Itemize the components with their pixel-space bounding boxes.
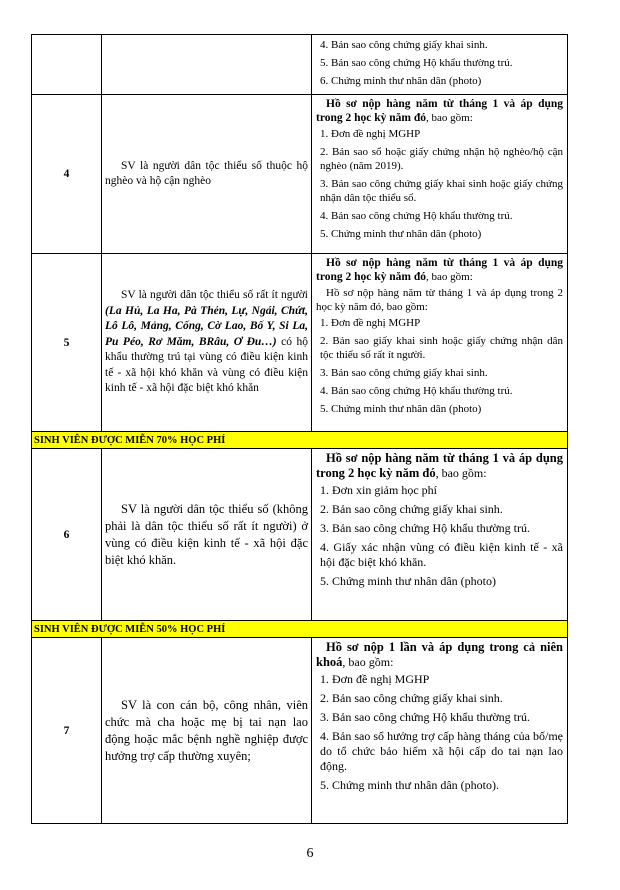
exemption-table xyxy=(31,34,568,824)
list-item: 2. Bản sao công chứng giấy khai sinh. xyxy=(320,691,503,705)
list-item: 5. Chứng minh thư nhân dân (photo) xyxy=(320,574,496,588)
documents-header xyxy=(316,451,563,481)
table-row xyxy=(32,35,568,95)
criteria-cell xyxy=(102,449,312,621)
table-row xyxy=(32,638,568,824)
documents-cell xyxy=(312,95,568,254)
list-item: 5. Bản sao công chứng Hộ khẩu thường trú. xyxy=(320,57,513,69)
documents-cell xyxy=(312,254,568,432)
criteria-text: SV là người dân tộc thiểu số thuộc hộ nghèo và hộ cận nghèo xyxy=(105,159,308,187)
criteria-cell xyxy=(102,95,312,254)
row-number: 5 xyxy=(32,254,102,432)
criteria-text-pre: SV là người dân tộc thiểu số rất ít người xyxy=(121,289,308,302)
documents-header xyxy=(316,640,563,670)
list-item: 2. Bản sao sổ hoặc giấy chứng nhận hộ nghèo/hộ cận nghèo (năm 2019). xyxy=(320,146,563,172)
list-item: 4. Bản sao sổ hưởng trợ cấp hàng tháng của bố/mẹ do tổ chức bảo hiểm xã hội cấp do tai nạn lao động. xyxy=(320,729,563,773)
row-number: 6 xyxy=(32,449,102,621)
list-item: 5. Chứng minh thư nhân dân (photo) xyxy=(320,403,482,415)
list-item: 6. Chứng minh thư nhân dân (photo) xyxy=(320,75,482,87)
documents-cell xyxy=(312,638,568,824)
table-row xyxy=(32,95,568,254)
documents-header-rest: , bao gồm: xyxy=(342,655,394,669)
table-row xyxy=(32,254,568,432)
list-item: 5. Chứng minh thư nhân dân (photo) xyxy=(320,228,482,240)
documents-header xyxy=(316,256,563,284)
documents-header-bold: Hồ sơ nộp 1 lần và áp dụng trong cả niên khoá xyxy=(316,640,563,669)
page-number: 6 xyxy=(306,846,314,861)
criteria-text: SV là người dân tộc thiểu số (không phải là dân tộc thiểu số rất ít người) ở vùng có điều kiện kinh tế - xã hội đặc biệt khó khăn. xyxy=(105,501,308,567)
documents-header-rest: , bao gồm: xyxy=(426,112,473,124)
section-row-50 xyxy=(32,621,568,638)
list-item: 4. Bản sao công chứng giấy khai sinh. xyxy=(320,39,488,51)
documents-header-bold: Hồ sơ nộp hàng năm từ tháng 1 và áp dụng trong 2 học kỳ năm đó xyxy=(316,451,563,480)
list-item: 2. Bản sao giấy khai sinh hoặc giấy chứng nhận dân tộc thiểu số rất ít người. xyxy=(320,335,563,361)
criteria-cell xyxy=(102,254,312,432)
criteria-text: SV là con cán bộ, công nhân, viên chức mà cha hoặc mẹ bị tai nạn lao động hoặc mắc bệnh nghề nghiệp được hưởng trợ cấp thường xuyên; xyxy=(105,697,308,763)
list-item: 2. Bản sao công chứng giấy khai sinh. xyxy=(320,502,503,516)
section-title: SINH VIÊN ĐƯỢC MIỄN 70% HỌC PHÍ xyxy=(32,432,568,449)
list-item: 4. Bản sao công chứng Hộ khẩu thường trú. xyxy=(320,210,513,222)
section-title: SINH VIÊN ĐƯỢC MIỄN 50% HỌC PHÍ xyxy=(32,621,568,638)
documents-header xyxy=(316,97,563,125)
documents-header-bold: Hồ sơ nộp hàng năm từ tháng 1 và áp dụng trong 2 học kỳ năm đó xyxy=(316,257,563,283)
section-row-70 xyxy=(32,432,568,449)
documents-cell xyxy=(312,449,568,621)
list-item: 4. Giấy xác nhận vùng có điều kiện kinh tế - xã hội đặc biệt khó khăn. xyxy=(320,540,563,569)
row-number: 4 xyxy=(32,95,102,254)
table-row xyxy=(32,449,568,621)
documents-subheader xyxy=(316,286,563,314)
criteria-text-post: có hộ khẩu thường trú tại vùng có điều kiện kinh tế - xã hội khó khăn và vùng có điều kiện kinh tế - xã hội đặc biệt khó khăn xyxy=(105,335,308,395)
documents-header-bold: Hồ sơ nộp hàng năm từ tháng 1 và áp dụng trong 2 học kỳ năm đó xyxy=(316,98,563,124)
list-item: 5. Chứng minh thư nhân dân (photo). xyxy=(320,778,499,792)
list-item: 4. Bản sao công chứng Hộ khẩu thường trú. xyxy=(320,385,513,397)
documents-subheader-text: Hồ sơ nộp hàng năm từ tháng 1 và áp dụng trong 2 học kỳ năm đó, bao gồm: xyxy=(316,287,563,313)
list-item: 3. Bản sao công chứng giấy khai sinh hoặc giấy chứng nhận dân tộc thiểu số. xyxy=(320,178,563,204)
list-item: 1. Đơn đề nghị MGHP xyxy=(320,317,421,329)
row-number: 7 xyxy=(32,638,102,824)
list-item: 3. Bản sao công chứng Hộ khẩu thường trú. xyxy=(320,710,530,724)
list-item: 3. Bản sao công chứng giấy khai sinh. xyxy=(320,367,488,379)
list-item: 1. Đơn đề nghị MGHP xyxy=(320,672,430,686)
documents-header-rest: , bao gồm: xyxy=(435,466,487,480)
criteria-ethnic-list: (La Hủ, La Ha, Pà Thẻn, Lự, Ngái, Chứt, Lô Lô, Mảng, Cống, Cờ Lao, Bố Y, Si La, Pu Péo, Rơ Măm, BRâu, Ơ Đu…) xyxy=(105,304,308,348)
list-item: 1. Đơn đề nghị MGHP xyxy=(320,128,421,140)
documents-header-rest: , bao gồm: xyxy=(426,271,473,283)
row-number-cell xyxy=(32,35,102,95)
documents-cell xyxy=(312,35,568,95)
list-item: 3. Bản sao công chứng Hộ khẩu thường trú. xyxy=(320,521,530,535)
criteria-cell xyxy=(102,35,312,95)
list-item: 1. Đơn xin giảm học phí xyxy=(320,483,437,497)
criteria-cell xyxy=(102,638,312,824)
